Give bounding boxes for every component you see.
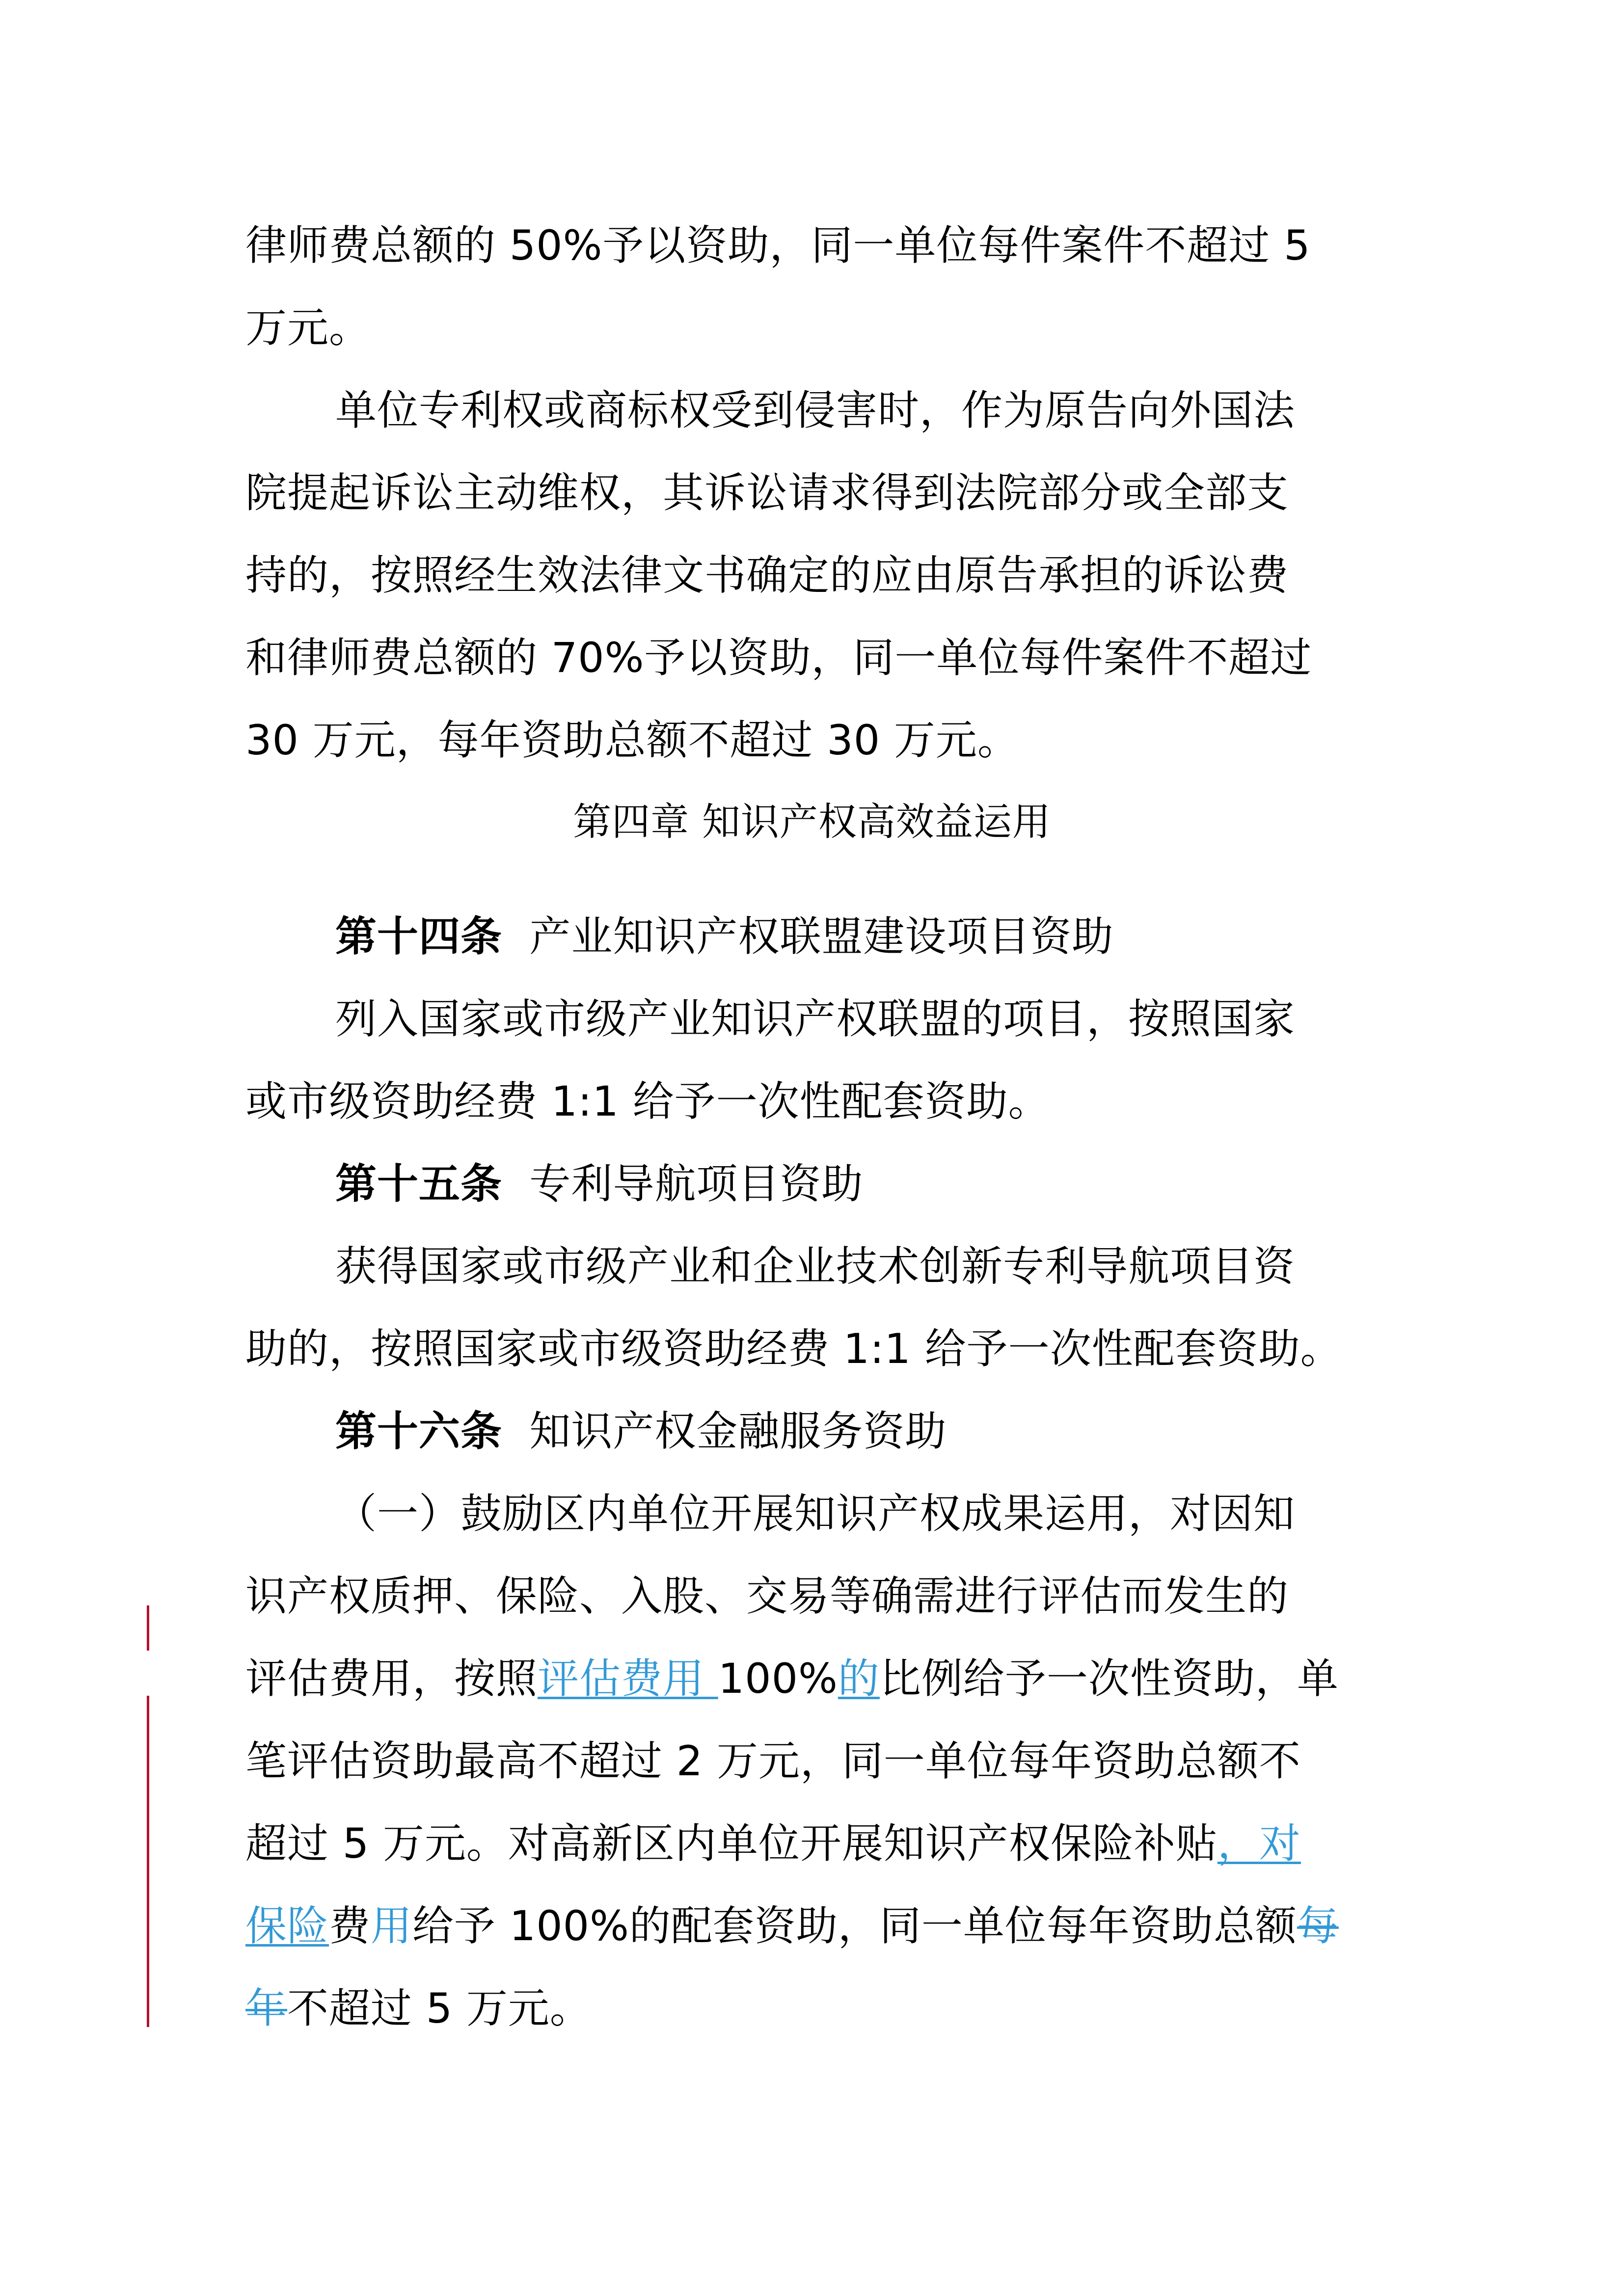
article-number: 第十四条 bbox=[335, 912, 503, 961]
tracked-insertion[interactable]: 评估费用 bbox=[538, 1655, 718, 1703]
article-number: 第十六条 bbox=[335, 1407, 503, 1455]
tracked-insertion[interactable]: 的 bbox=[838, 1655, 880, 1703]
paragraph-line bbox=[245, 1984, 592, 2033]
text: 单位专利权或商标权受到侵害时，作为原告向外国法 bbox=[335, 386, 1296, 434]
paragraph-line bbox=[335, 994, 1295, 1043]
article-title: 知识产权金融服务资助 bbox=[502, 1407, 947, 1455]
text: 和律师费总额的 70%予以资助，同一单位每件案件不超过 bbox=[245, 634, 1312, 682]
tracked-deletion[interactable]: 年 bbox=[245, 1984, 288, 2032]
text: 助的，按照国家或市级资助经费 1:1 给予一次性配套资助。 bbox=[245, 1325, 1342, 1373]
text: 获得国家或市级产业和企业技术创新专利导航项目资 bbox=[335, 1242, 1296, 1290]
paragraph-line bbox=[245, 1077, 1050, 1126]
tracked-deletion[interactable]: 每 bbox=[1297, 1902, 1339, 1950]
text: （一）鼓励区内单位开展知识产权成果运用，对因知 bbox=[335, 1490, 1296, 1538]
paragraph-line bbox=[245, 633, 1312, 682]
paragraph-line bbox=[245, 303, 371, 352]
article-title: 产业知识产权联盟建设项目资助 bbox=[502, 912, 1114, 961]
text: 持的，按照经生效法律文书确定的应由原告承担的诉讼费 bbox=[245, 551, 1289, 599]
paragraph-line bbox=[245, 1901, 1339, 1950]
text: 第四章 知识产权高效益运用 bbox=[573, 800, 1051, 844]
text: 院提起诉讼主动维权，其诉讼请求得到法院部分或全部支 bbox=[245, 469, 1289, 517]
text: 100% bbox=[718, 1655, 838, 1703]
text: 费 bbox=[329, 1902, 371, 1950]
text: 30 万元，每年资助总额不超过 30 万元。 bbox=[245, 716, 1019, 764]
text: 识产权质押、保险、入股、交易等确需进行评估而发生的 bbox=[245, 1572, 1289, 1620]
text: 或市级资助经费 1:1 给予一次性配套资助。 bbox=[245, 1077, 1050, 1125]
tracked-insertion[interactable]: ，对 bbox=[1217, 1819, 1301, 1868]
revision-bar bbox=[147, 1605, 149, 1651]
paragraph-line bbox=[335, 1242, 1295, 1291]
revision-bar bbox=[147, 1696, 149, 2027]
article-heading bbox=[335, 912, 1113, 961]
text: 不超过 5 万元。 bbox=[287, 1984, 592, 2032]
tracked-insertion[interactable]: 保险 bbox=[245, 1902, 329, 1950]
paragraph-line bbox=[335, 1489, 1295, 1538]
article-number: 第十五条 bbox=[335, 1160, 503, 1208]
article-title: 专利导航项目资助 bbox=[502, 1160, 864, 1208]
paragraph-line bbox=[245, 1654, 1339, 1703]
text: 列入国家或市级产业知识产权联盟的项目，按照国家 bbox=[335, 995, 1296, 1043]
text: 给予 100%的配套资助，同一单位每年资助总额 bbox=[412, 1902, 1297, 1950]
article-heading bbox=[335, 1159, 863, 1208]
chapter-title bbox=[0, 798, 1624, 847]
paragraph-line bbox=[245, 1572, 1289, 1621]
paragraph-line bbox=[245, 1819, 1301, 1868]
text: 比例给予一次性资助，单 bbox=[879, 1655, 1339, 1703]
text: 超过 5 万元。对高新区内单位开展知识产权保险补贴 bbox=[245, 1819, 1218, 1868]
tracked-insertion[interactable]: 用 bbox=[371, 1902, 413, 1950]
paragraph-line bbox=[335, 386, 1295, 435]
paragraph-line bbox=[245, 468, 1289, 517]
article-heading bbox=[335, 1407, 947, 1456]
text: 笔评估资助最高不超过 2 万元，同一单位每年资助总额不 bbox=[245, 1737, 1301, 1785]
paragraph-line bbox=[245, 1736, 1301, 1786]
paragraph-line bbox=[245, 716, 1019, 765]
paragraph-line bbox=[245, 551, 1289, 600]
text: 万元。 bbox=[245, 304, 371, 352]
paragraph-line bbox=[245, 1324, 1342, 1373]
paragraph-line bbox=[245, 221, 1311, 270]
text: 律师费总额的 50%予以资助，同一单位每件案件不超过 5 bbox=[245, 221, 1311, 269]
text: 评估费用，按照 bbox=[245, 1655, 538, 1703]
